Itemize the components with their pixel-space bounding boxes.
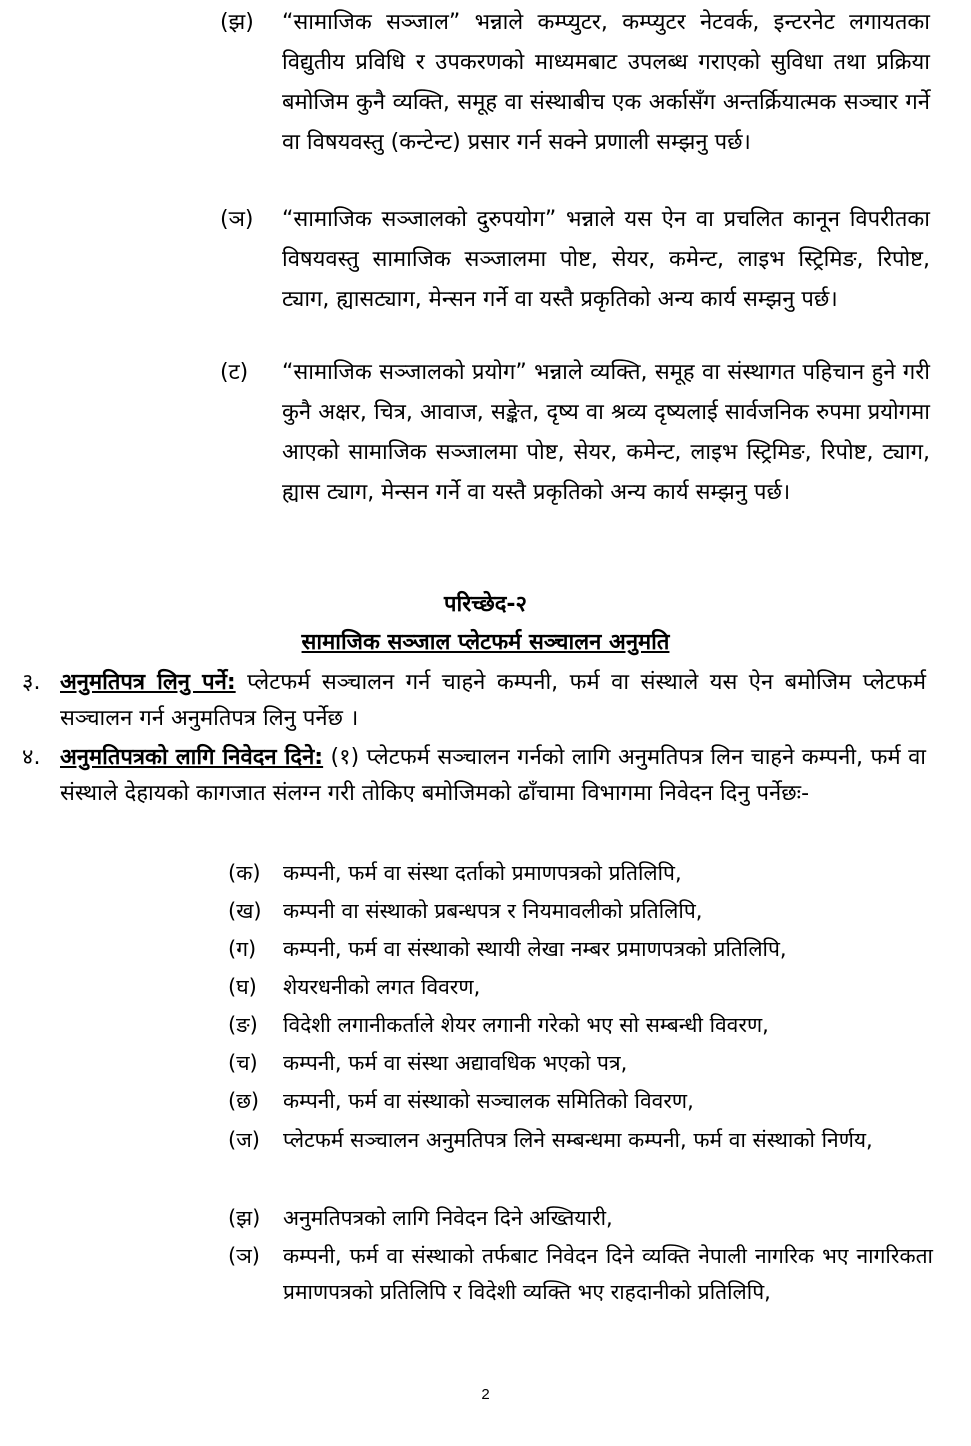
item-label: (घ)	[228, 975, 257, 999]
item-text: कम्पनी, फर्म वा संस्था दर्ताको प्रमाणपत्रको प्रतिलिपि,	[283, 861, 682, 885]
item-text: कम्पनी, फर्म वा संस्थाको स्थायी लेखा नम्बर प्रमाणपत्रको प्रतिलिपि,	[283, 937, 787, 961]
definition-text: “सामाजिक सञ्जाल” भन्नाले कम्प्युटर, कम्प्युटर नेटवर्क, इन्टरनेट लगायतका विद्युतीय प्रविधि र उपकरणको माध्यमबाट उपलब्ध गराएको सुविधा तथा प्रक्रिया बमोजिम कुनै व्यक्ति, समूह वा संस्थाबीच एक अर्कासँग अन्तर्क्रियात्मक सञ्चार गर्ने वा विषयवस्तु (कन्टेन्ट) प्रसार गर्न सक्ने प्रणाली सम्झनु पर्छ।	[282, 10, 930, 155]
section-text: प्लेटफर्म सञ्चालन गर्न चाहने कम्पनी, फर्म वा संस्थाले यस ऐन बमोजिम प्लेटफर्म सञ्चालन गर्न अनुमतिपत्र लिनु पर्नेछ ।	[60, 670, 927, 731]
section-heading: अनुमतिपत्र लिनु पर्ने:	[60, 670, 236, 695]
chapter-number: परिच्छेद-२	[444, 592, 527, 617]
definition-label: (ञ)	[220, 207, 254, 232]
section-number: ४.	[22, 745, 41, 770]
item-label: (छ)	[228, 1089, 260, 1113]
section-text: (१) प्लेटफर्म सञ्चालन गर्नको लागि अनुमतिपत्र लिन चाहने कम्पनी, फर्म वा संस्थाले देहायको कागजात संलग्न गरी तोकिए बमोजिमको ढाँचामा विभागमा निवेदन दिनु पर्नेछः-	[60, 745, 926, 806]
item-text: शेयरधनीको लगत विवरण,	[283, 975, 481, 999]
item-text: कम्पनी, फर्म वा संस्थाको तर्फबाट निवेदन दिने व्यक्ति नेपाली नागरिक भए नागरिकता प्रमाणपत्रको प्रतिलिपि र विदेशी व्यक्ति भए राहदानीको प्रतिलिपि,	[283, 1244, 933, 1304]
item-label: (क)	[228, 861, 261, 885]
item-text: कम्पनी, फर्म वा संस्थाको सञ्चालक समितिको विवरण,	[283, 1089, 694, 1113]
item-label: (झ)	[228, 1206, 261, 1230]
item-label: (ज)	[228, 1128, 260, 1152]
chapter-title: सामाजिक सञ्जाल प्लेटफर्म सञ्चालन अनुमति	[301, 630, 670, 655]
item-text: अनुमतिपत्रको लागि निवेदन दिने अख्तियारी,	[283, 1206, 613, 1230]
item-label: (ञ)	[228, 1244, 260, 1268]
definition-label: (ट)	[220, 360, 249, 385]
item-label: (ख)	[228, 899, 262, 923]
item-label: (ङ)	[228, 1013, 258, 1037]
section-heading: अनुमतिपत्रको लागि निवेदन दिने:	[60, 745, 324, 770]
item-text: प्लेटफर्म सञ्चालन अनुमतिपत्र लिने सम्बन्धमा कम्पनी, फर्म वा संस्थाको निर्णय,	[283, 1128, 873, 1152]
page-number: 2	[481, 1386, 490, 1403]
section-number: ३.	[22, 670, 41, 695]
item-text: कम्पनी वा संस्थाको प्रबन्धपत्र र नियमावलीको प्रतिलिपि,	[283, 899, 703, 923]
definition-label: (झ)	[220, 10, 254, 35]
item-label: (च)	[228, 1051, 258, 1075]
section-body	[60, 665, 926, 737]
definition-text: “सामाजिक सञ्जालको दुरुपयोग” भन्नाले यस ऐन वा प्रचलित कानून विपरीतका विषयवस्तु सामाजिक सञ्जालमा पोष्ट, सेयर, कमेन्ट, लाइभ स्ट्रिमिङ, रिपोष्ट, ट्याग, ह्यासट्याग, मेन्सन गर्ने वा यस्तै प्रकृतिको अन्य कार्य सम्झनु पर्छ।	[282, 207, 930, 312]
definition-text: “सामाजिक सञ्जालको प्रयोग” भन्नाले व्यक्ति, समूह वा संस्थागत पहिचान हुने गरी कुनै अक्षर, चित्र, आवाज, सङ्केत, दृष्य वा श्रव्य दृष्यलाई सार्वजनिक रुपमा प्रयोगमा आएको सामाजिक सञ्जालमा पोष्ट, सेयर, कमेन्ट, लाइभ स्ट्रिमिङ, रिपोष्ट, ट्याग, ह्यास ट्याग, मेन्सन गर्ने वा यस्तै प्रकृतिको अन्य कार्य सम्झनु पर्छ।	[282, 360, 930, 505]
item-label: (ग)	[228, 937, 257, 961]
item-text: विदेशी लगानीकर्ताले शेयर लगानी गरेको भए सो सम्बन्धी विवरण,	[283, 1013, 769, 1037]
item-text: कम्पनी, फर्म वा संस्था अद्यावधिक भएको पत्र,	[283, 1051, 628, 1075]
section-body	[60, 740, 926, 812]
